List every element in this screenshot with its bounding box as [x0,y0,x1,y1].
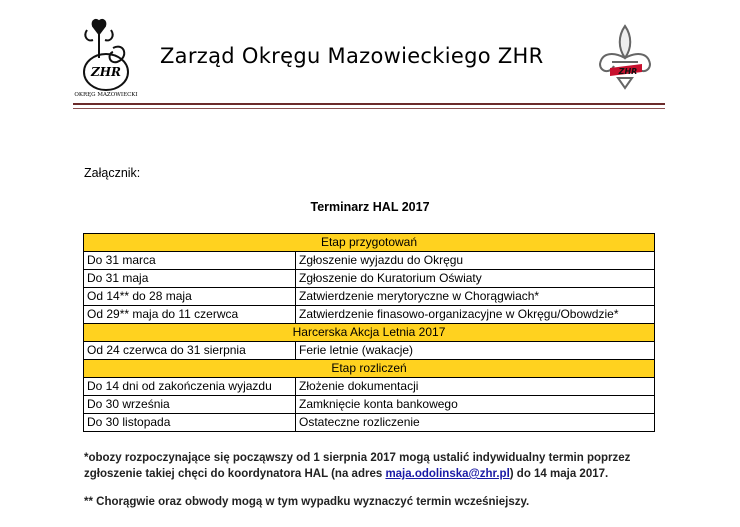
date-cell: Do 30 listopada [84,414,296,432]
left-logo-text: OKRĘG MAZOWIECKI [74,92,138,98]
section-row [84,324,655,342]
task-cell: Zgłoszenie do Kuratorium Oświaty [296,270,655,288]
footnote-1-text-before: zgłoszenie takiej chęci do koordynatora HAL (na adres [84,468,386,480]
table-row [84,270,655,288]
date-cell: Od 29** maja do 11 czerwca [84,306,296,324]
task-cell: Zatwierdzenie merytoryczne w Chorągwiach* [296,288,655,306]
zhr-lily-logo [592,22,658,92]
header-rule [73,103,665,105]
table-row [84,378,655,396]
footnote-2: ** Chorągwie oraz obwody mogą w tym wypadku wyznaczyć termin wcześniejszy. [84,496,530,508]
section-heading: Etap rozliczeń [84,360,655,378]
table-row [84,414,655,432]
right-logo-badge: ZHR [618,67,638,76]
left-logo-badge: ZHR [90,65,122,79]
date-cell: Do 31 maja [84,270,296,288]
task-cell: Zatwierdzenie finasowo-organizacyjne w Okręgu/Obowdzie* [296,306,655,324]
section-heading: Harcerska Akcja Letnia 2017 [84,324,655,342]
footnote-1-text-after: ) do 14 maja 2017. [509,468,609,480]
okreg-mazowiecki-logo [73,14,139,98]
date-cell: Do 31 marca [84,252,296,270]
table-row [84,396,655,414]
task-cell: Zamknięcie konta bankowego [296,396,655,414]
coordinator-email-link[interactable]: maja.odolinska@zhr.pl [385,468,510,480]
table-row [84,342,655,360]
document-title: Terminarz HAL 2017 [310,200,430,214]
table-row [84,288,655,306]
attachment-label: Załącznik: [84,166,141,180]
date-cell: Od 24 czerwca do 31 sierpnia [84,342,296,360]
task-cell: Zgłoszenie wyjazdu do Okręgu [296,252,655,270]
task-cell: Ferie letnie (wakacje) [296,342,655,360]
section-row [84,360,655,378]
date-cell: Do 14 dni od zakończenia wyjazdu [84,378,296,396]
task-cell: Złożenie dokumentacji [296,378,655,396]
section-heading: Etap przygotowań [84,234,655,252]
footnote-1-line-2 [84,466,630,482]
schedule-table [83,233,655,432]
footnote-1-line-1: *obozy rozpoczynające się począwszy od 1 sierpnia 2017 mogą ustalić indywidualny termin poprzez [84,452,631,464]
organization-title: Zarząd Okręgu Mazowieckiego ZHR [160,44,544,68]
header-rule-thin [73,108,665,109]
table-row [84,252,655,270]
table-row [84,306,655,324]
date-cell: Od 14** do 28 maja [84,288,296,306]
date-cell: Do 30 września [84,396,296,414]
task-cell: Ostateczne rozliczenie [296,414,655,432]
footnote-1 [84,450,630,482]
section-row [84,234,655,252]
